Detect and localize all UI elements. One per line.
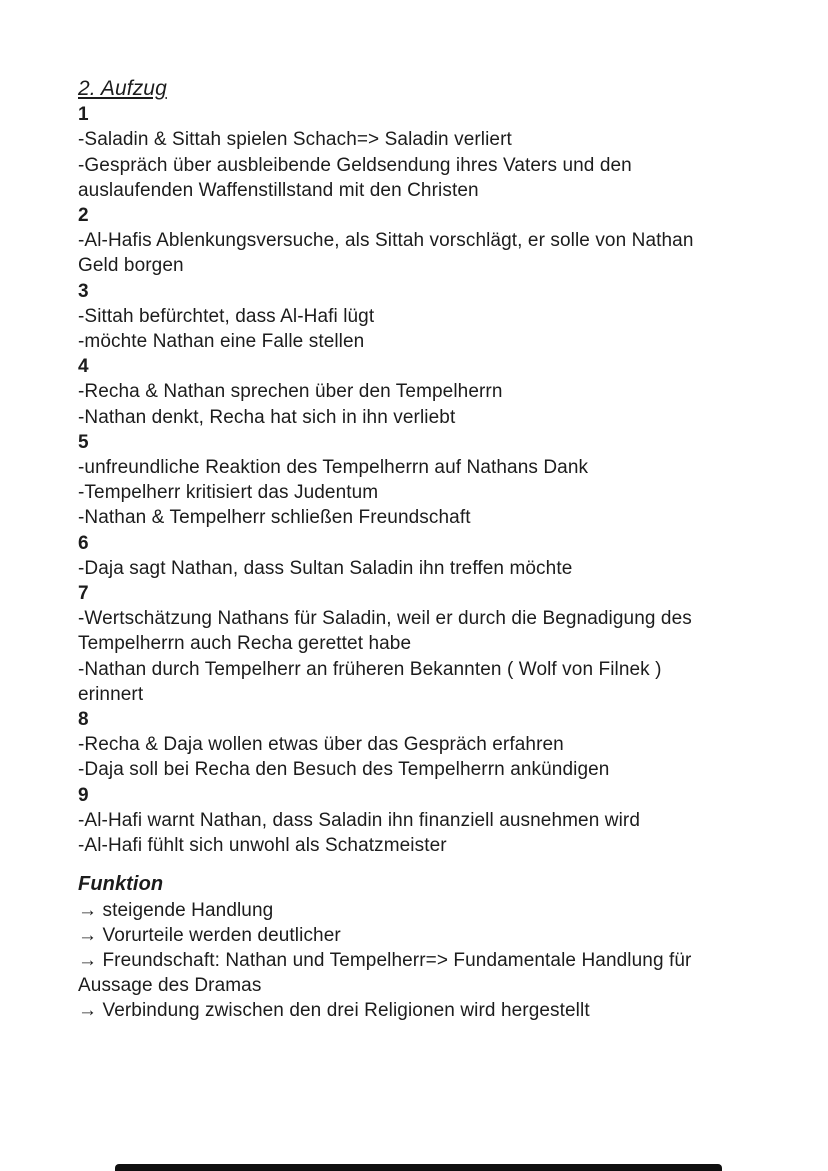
act-title-row xyxy=(78,76,788,102)
note-line: -Recha & Nathan sprechen über den Tempelherrn xyxy=(78,381,503,403)
scene-number: 5 xyxy=(78,431,89,453)
note-line: -möchte Nathan eine Falle stellen xyxy=(78,331,365,353)
note-line: -Al-Hafis Ablenkungsversuche, als Sittah vorschlägt, er solle von Nathan xyxy=(78,230,694,252)
note-line: -Wertschätzung Nathans für Saladin, weil er durch die Begnadigung des xyxy=(78,608,692,630)
note-line: Tempelherrn auch Recha gerettet habe xyxy=(78,633,412,655)
note-line: -Recha & Daja wollen etwas über das Gespräch erfahren xyxy=(78,734,564,756)
funktion-line: → steigende Handlung xyxy=(78,899,274,921)
funktion-line: → Freundschaft: Nathan und Tempelherr=> Fundamentale Handlung für xyxy=(78,949,692,971)
scene-number: 9 xyxy=(78,784,89,806)
note-line: erinnert xyxy=(78,683,144,705)
note-line: -Daja sagt Nathan, dass Sultan Saladin ihn treffen möchte xyxy=(78,557,573,579)
act-title: 2. Aufzug xyxy=(78,77,167,100)
note-line: -Daja soll bei Recha den Besuch des Tempelherrn ankündigen xyxy=(78,759,610,781)
next-page-edge xyxy=(115,1164,722,1171)
scene-list xyxy=(78,102,788,858)
funktion-line: Aussage des Dramas xyxy=(78,975,262,997)
scene-number: 7 xyxy=(78,583,89,605)
funktion-line: → Vorurteile werden deutlicher xyxy=(78,924,341,946)
funktion-heading: Funktion xyxy=(78,873,164,896)
note-line: -Nathan & Tempelherr schließen Freundschaft xyxy=(78,507,471,529)
note-line: -Nathan denkt, Recha hat sich in ihn verliebt xyxy=(78,406,456,428)
note-line: -unfreundliche Reaktion des Tempelherrn auf Nathans Dank xyxy=(78,457,589,479)
note-line: -Nathan durch Tempelherr an früheren Bekannten ( Wolf von Filnek ) xyxy=(78,658,662,680)
scene-number: 1 xyxy=(78,104,89,126)
note-line: -Tempelherr kritisiert das Judentum xyxy=(78,482,379,504)
scene-number: 2 xyxy=(78,205,89,227)
funktion-section xyxy=(78,872,788,1023)
note-line: auslaufenden Waffenstillstand mit den Christen xyxy=(78,179,479,201)
note-line: -Al-Hafi warnt Nathan, dass Saladin ihn finanziell ausnehmen wird xyxy=(78,809,641,831)
note-line: Geld borgen xyxy=(78,255,184,277)
funktion-lines xyxy=(78,898,788,1024)
scene-number: 6 xyxy=(78,532,89,554)
funktion-line: → Verbindung zwischen den drei Religionen wird hergestellt xyxy=(78,1000,590,1022)
note-line: -Al-Hafi fühlt sich unwohl als Schatzmeister xyxy=(78,835,447,857)
scene-number: 4 xyxy=(78,356,89,378)
note-line: -Sittah befürchtet, dass Al-Hafi lügt xyxy=(78,305,375,327)
note-line: -Saladin & Sittah spielen Schach=> Saladin verliert xyxy=(78,129,512,151)
notes-content xyxy=(78,76,788,1024)
scene-number: 3 xyxy=(78,280,89,302)
note-line: -Gespräch über ausbleibende Geldsendung ihres Vaters und den xyxy=(78,154,632,176)
scene-number: 8 xyxy=(78,709,89,731)
